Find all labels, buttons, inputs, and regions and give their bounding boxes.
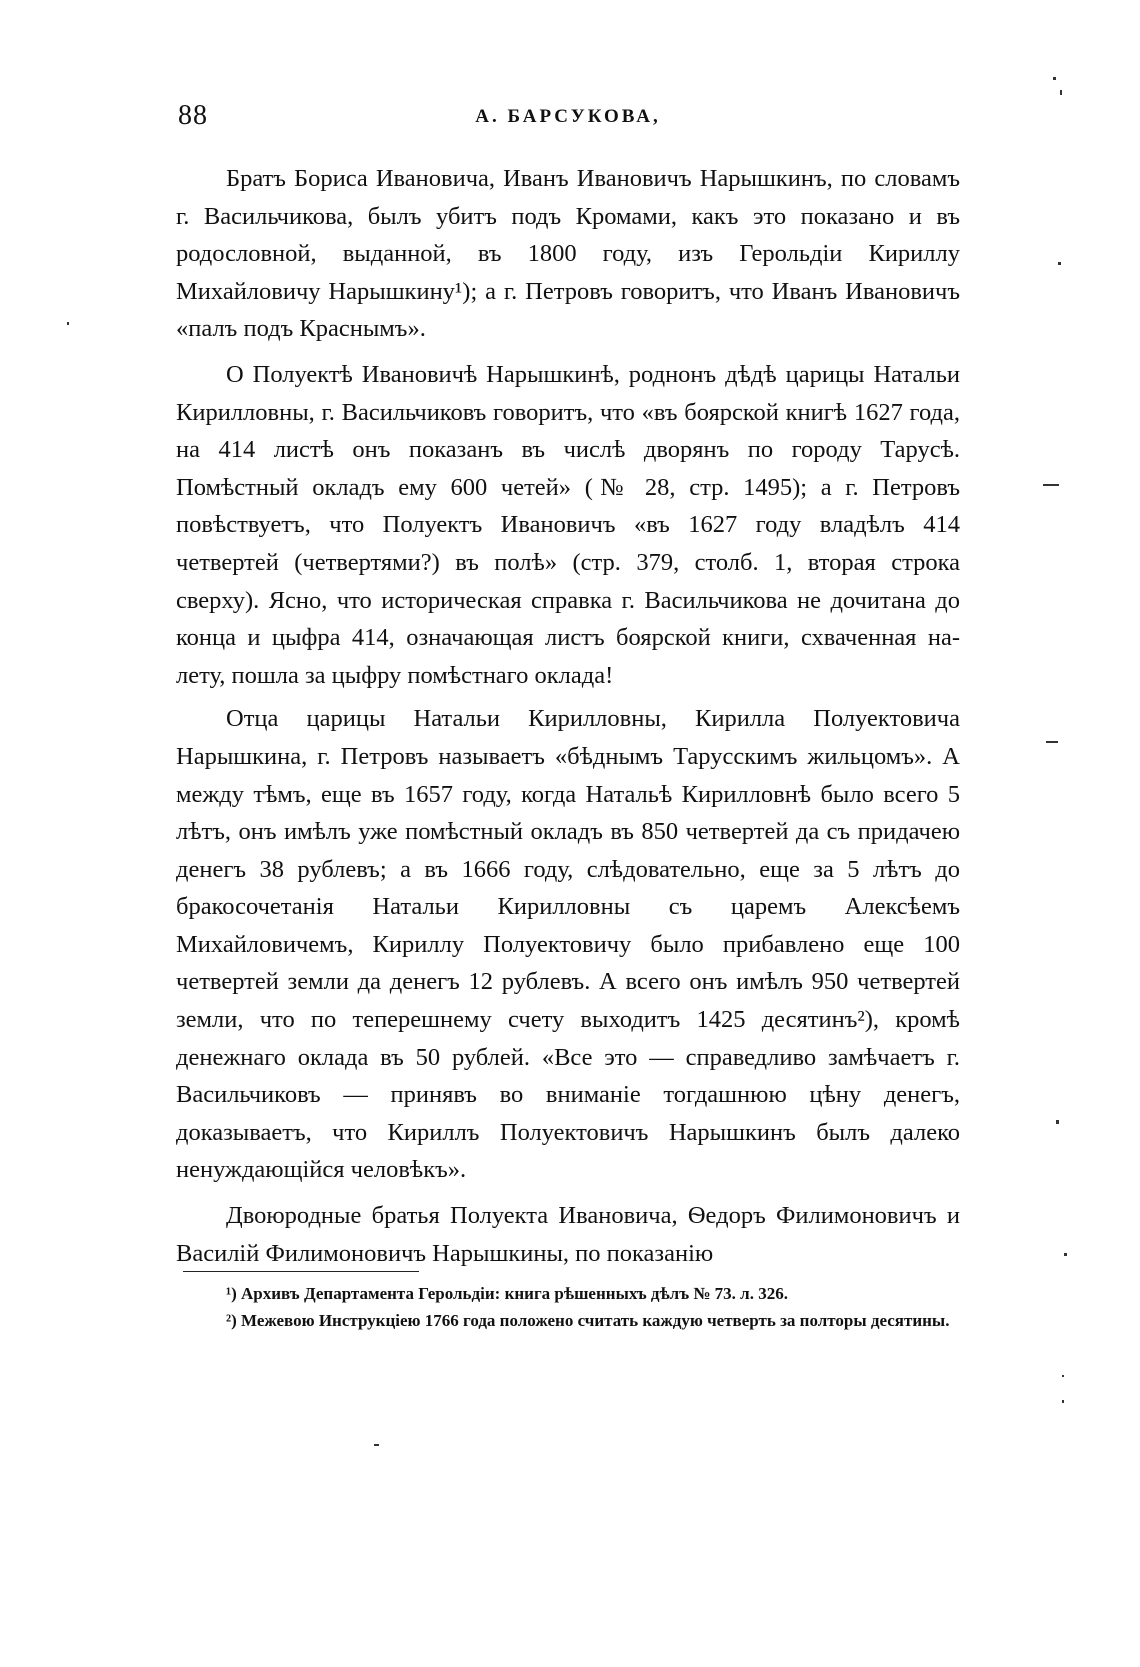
paragraph: Братъ Бориса Ивановича, Иванъ Ивановичъ Нарышкинъ, по словамъ г. Васильчикова, былъ убитъ подъ Кромами, какъ это показано и въ родословной, выданной, въ 1800 году, изъ Герольдіи Кириллу Михайловичу Нарышкину¹); а г. Петровъ говоритъ, что Иванъ Ивановичъ «палъ подъ Краснымъ».: [176, 165, 960, 343]
paragraph: Двоюродные братья Полуекта Ивановича, Ѳедоръ Филимоновичъ и Василій Филимоновичъ Нарышкины, по показанію: [176, 1202, 960, 1267]
running-head: [178, 100, 958, 140]
scan-speck: [1062, 1400, 1064, 1403]
scan-speck: [1060, 90, 1062, 95]
main-text: [176, 160, 960, 1272]
scan-speck: [1046, 741, 1058, 743]
paragraph: О Полуектѣ Ивановичѣ Нарышкинѣ, роднонъ дѣдѣ царицы Натальи Кирилловны, г. Васильчиковъ говоритъ, что «въ боярской книгѣ 1627 года, на 414 листѣ онъ показанъ въ числѣ дворянъ по городу Тарусѣ. Помѣстный окладъ ему 600 четей» (№ 28, стр. 1495); а г. Петровъ повѣствуетъ, что Полуектъ Ивановичъ «въ 1627 году владѣлъ 414 четвертей (четвертями?) въ полѣ» (стр. 379, столб. 1, вторая строка сверху). Ясно, что историческая справка г. Васильчикова не дочитана до конца и цыфра 414, означающая листъ боярской книги, схваченная на-лету, пошла за цыфру помѣстнаго оклада!: [176, 360, 960, 689]
footnote: ¹) Архивъ Департамента Герольдіи: книга рѣшенныхъ дѣлъ № 73. л. 326.: [226, 1284, 788, 1303]
footnote: ²) Межевою Инструкціею 1766 года положено считать каждую четверть за полторы десятины.: [226, 1311, 950, 1330]
scan-speck: [1056, 1120, 1059, 1124]
scan-speck: [1053, 77, 1056, 80]
running-title: А. БАРСУКОВА,: [475, 106, 661, 127]
scan-speck: [1043, 484, 1059, 486]
footnotes: [176, 1280, 960, 1334]
footnote-divider: [183, 1271, 419, 1272]
scan-speck: [374, 1444, 379, 1446]
paragraph: Отца царицы Натальи Кирилловны, Кирилла Полуектовича Нарышкина, г. Петровъ называетъ «бѣднымъ Тарусскимъ жильцомъ». А между тѣмъ, еще въ 1657 году, когда Натальѣ Кирилловнѣ было всего 5 лѣтъ, онъ имѣлъ уже помѣстный окладъ въ 850 четвертей да съ придачею денегъ 38 рублевъ; а въ 1666 году, слѣдовательно, еще за 5 лѣтъ до бракосочетанія Натальи Кирилловны съ царемъ Алексѣемъ Михайловичемъ, Кириллу Полуектовичу было прибавлено еще 100 четвертей земли да денегъ 12 рублевъ. А всего онъ имѣлъ 950 четвертей земли, что по теперешнему счету выходитъ 1425 десятинъ²), кромѣ денежнаго оклада въ 50 рублей. «Все это — справедливо замѣчаетъ г. Васильчиковъ — принявъ во вниманіе тогдашнюю цѣну денегъ, доказываетъ, что Кириллъ Полуектовичъ Нарышкинъ былъ далеко ненуждающійся человѣкъ».: [176, 705, 960, 1184]
scan-speck: [1058, 262, 1061, 265]
scan-speck: [1064, 1253, 1067, 1256]
scan-speck: [67, 322, 69, 325]
page-number: 88: [178, 100, 208, 131]
scan-speck: [1062, 1375, 1064, 1377]
